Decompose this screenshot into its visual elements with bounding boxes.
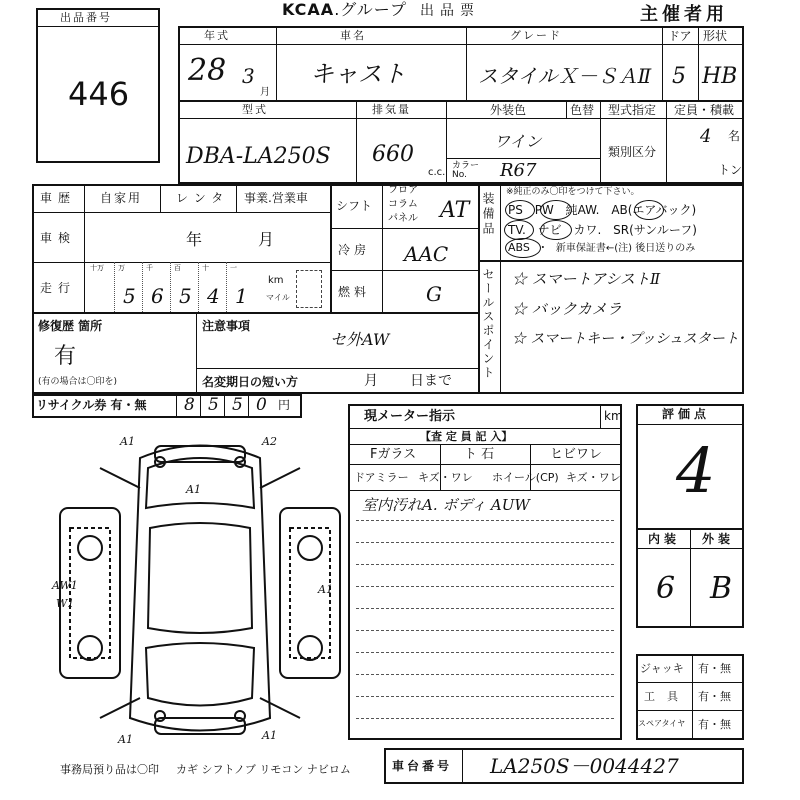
repair-label: 修復歴 箇所 (38, 319, 103, 333)
recycle-digit: 5 (232, 395, 243, 415)
odometer-unit-label: 万 (118, 264, 125, 272)
year-value: 28 (188, 53, 227, 88)
lot-number: 446 (68, 75, 130, 113)
history-business: 事業.営業車 (244, 191, 308, 205)
recycle-digit: 0 (256, 395, 267, 415)
equip-row2 (508, 224, 697, 236)
odometer-unit-label: 十万 (90, 264, 104, 272)
shape-value: HB (702, 64, 738, 89)
month-unit: 月 (260, 87, 270, 98)
mileage-label: 走行 (40, 281, 77, 295)
inspection-label: 車検 (40, 231, 77, 245)
sales-point-3: ☆ スマートキー・プッシュスタート (512, 331, 739, 347)
equip-tv: TV. (508, 223, 526, 237)
jack-label: ジャッキ (640, 662, 684, 675)
damage-mark-1: A1 (120, 435, 135, 448)
sheet-title: 出品票 (420, 3, 480, 19)
model-spec-label: 型式指定 (608, 103, 657, 117)
year-label: 年式 (204, 29, 230, 42)
f-glass-crack: ヒビワレ (550, 447, 603, 462)
tool-label: 工具 (644, 690, 690, 703)
shift-label: シフト (336, 199, 373, 213)
damage-mark-5: W1 (56, 597, 75, 610)
inspection-month-unit: 月 (258, 230, 275, 249)
odometer-digit: 1 (235, 284, 248, 308)
plate-day: 日まで (410, 373, 452, 389)
color-no-value: R67 (500, 160, 537, 181)
odometer-cell (86, 262, 115, 314)
inspection-year-unit: 年 (186, 230, 203, 249)
repair-note: (有の場合は〇印を) (38, 377, 118, 387)
odometer-digit: 5 (123, 284, 136, 308)
damage-mark-8: A1 (262, 729, 277, 742)
jack-yn: 有・無 (698, 662, 731, 675)
comment-line (356, 718, 614, 719)
recycle-digit-cell (248, 394, 272, 418)
shift-column: コラム (388, 199, 418, 210)
color-label: 外装色 (490, 103, 527, 117)
grade-label: グレード (510, 29, 562, 42)
office-note: 事務局預り品は〇印 (60, 763, 159, 776)
f-glass-chip: ト 石 (464, 447, 495, 462)
recycle-digit-cell (200, 394, 224, 418)
equip-leather: カワ. (573, 223, 602, 237)
color-change-label: 色替 (570, 103, 595, 117)
equip-ps: PS (508, 203, 523, 217)
history-label: 車歴 (40, 191, 77, 205)
comment-line (356, 630, 614, 631)
plate-change-label: 名変期日の短い方 (202, 375, 299, 389)
office-items: カギ シフトノブ リモコン ナビロム (176, 763, 351, 776)
interior-label: 内装 (648, 532, 681, 546)
recycle-digit: 8 (184, 395, 195, 415)
shift-panel: パネル (388, 213, 418, 224)
equipment-label: 装備品 (481, 192, 495, 237)
exterior-label: 外装 (702, 532, 735, 546)
color-no-label: カラー No. (452, 161, 480, 180)
comment-line (356, 696, 614, 697)
equip-pw: PW (534, 203, 554, 217)
chassis-number: LA250S－0044427 (490, 754, 679, 778)
meter-label: 現メーター指示 (364, 409, 456, 424)
spare-yn: 有・無 (698, 718, 731, 731)
ton-unit: トン (718, 163, 743, 177)
fuel-value: G (426, 282, 442, 306)
displacement-label: 排気量 (372, 103, 411, 116)
door-mirror-damage: キズ・ワレ (418, 471, 473, 484)
odometer-cell (170, 262, 199, 314)
equip-row1 (508, 204, 696, 216)
notes-value: セ外AW (330, 330, 390, 349)
shift-floor: フロア (388, 185, 418, 196)
equip-sr: SR(サンルーフ) (613, 223, 697, 237)
car-diagram (40, 428, 360, 758)
chassis-label: 車台番号 (392, 759, 453, 773)
color-value: ワイン (494, 132, 542, 151)
equipment-note: ※純正のみ〇印をつけて下さい。 (506, 187, 640, 197)
comment-line (356, 586, 614, 587)
wheel-damage: キズ・ワレ (566, 471, 621, 484)
door-mirror-label: ドアミラー (354, 471, 409, 484)
repair-value: 有 (54, 344, 77, 369)
car-name-label: 車名 (340, 29, 366, 42)
meter-km: km (604, 409, 623, 423)
comment-line (356, 652, 614, 653)
notes-label: 注意事項 (202, 319, 251, 333)
history-rental: レンタ (176, 191, 230, 205)
grade-value: スタイルＸ－ＳＡⅡ (478, 64, 652, 88)
damage-mark-6: A1 (318, 583, 333, 596)
odometer-unit-label: 一 (230, 264, 237, 272)
recycle-yen: 円 (278, 398, 291, 412)
car-name-value: キャスト (310, 60, 406, 88)
brand-logo: KCAA.グループ (282, 0, 407, 19)
door-value: 5 (672, 64, 686, 89)
score-value: 4 (676, 434, 716, 507)
damage-mark-3: A1 (186, 483, 201, 496)
comment-line (356, 520, 614, 521)
tool-yn: 有・無 (698, 690, 731, 703)
wheel-label: ホイール(CP) (492, 471, 559, 484)
odometer-unit-label: 十 (202, 264, 209, 272)
door-label: ドア (668, 29, 692, 43)
recycle-digit-cell (224, 394, 248, 418)
sales-points-label: セールスポイント (481, 268, 495, 380)
model-value: DBA-LA250S (186, 144, 331, 169)
damage-mark-2: A2 (262, 435, 277, 448)
cc-unit: c.c. (428, 167, 446, 178)
comment-line (356, 542, 614, 543)
equip-ab: AB(エアバック) (611, 203, 697, 217)
odometer-cell (142, 262, 171, 314)
equip-abs: ABS (508, 241, 530, 254)
mile-label: マイル (266, 293, 290, 302)
f-glass-label: Fガラス (370, 447, 417, 462)
comment-line (356, 674, 614, 675)
equip-row3: ABS ・ 新車保証書←(注) 後日送りのみ (508, 241, 696, 254)
history-private: 自家用 (100, 191, 143, 205)
score-label: 評価点 (662, 407, 711, 421)
odometer-cell (198, 262, 227, 314)
shape-label: 形状 (703, 29, 728, 43)
shift-value: AT (440, 198, 470, 223)
inspector-label: 【査 定 員 記 入】 (420, 430, 513, 443)
damage-mark-7: A1 (118, 733, 133, 746)
odometer-digit: 6 (151, 284, 164, 308)
capacity-unit: 名 (728, 129, 741, 143)
interior-value: 6 (656, 571, 676, 606)
recycle-digit: 5 (208, 395, 219, 415)
odometer-digit: 4 (207, 284, 220, 308)
odometer-digit: 5 (179, 284, 192, 308)
odometer-cell (114, 262, 143, 314)
damage-mark-4: AW1 (52, 579, 78, 592)
capacity-value: 4 (700, 126, 712, 147)
equip-aw: 純AW. (565, 203, 600, 217)
host-label: 主催者用 (640, 4, 728, 25)
ac-value: AAC (404, 242, 449, 266)
comment-line (356, 564, 614, 565)
sales-point-2: ☆ バックカメラ (512, 300, 622, 318)
fuel-label: 燃料 (338, 285, 371, 299)
equip-warranty: 新車保証書←(注) 後日送りのみ (555, 243, 696, 254)
spare-label: スペアタイヤ (638, 719, 686, 728)
recycle-digit-cell (176, 394, 200, 418)
equip-navi: ナビ (537, 223, 562, 237)
recycle-label: リサイクル券 有・無 (36, 398, 147, 412)
inspector-comment: 室内汚れA. ボディ AUW (362, 496, 530, 514)
category-label: 類別区分 (608, 145, 657, 159)
km-label: km (268, 275, 284, 286)
odometer-unit-label: 百 (174, 264, 181, 272)
plate-month: 月 (364, 373, 378, 389)
sales-point-1: ☆ スマートアシストⅡ (512, 270, 661, 288)
capacity-label: 定員・積載 (674, 103, 735, 117)
model-label: 型式 (242, 103, 268, 116)
odometer-cell (226, 262, 254, 314)
comment-line (356, 608, 614, 609)
exterior-value: B (710, 571, 733, 606)
displacement-value: 660 (372, 142, 414, 167)
month-value: 3 (242, 64, 255, 88)
odometer-unit-label: 千 (146, 264, 153, 272)
ac-label: 冷房 (338, 243, 371, 257)
lot-number-label: 出品番号 (60, 11, 112, 24)
